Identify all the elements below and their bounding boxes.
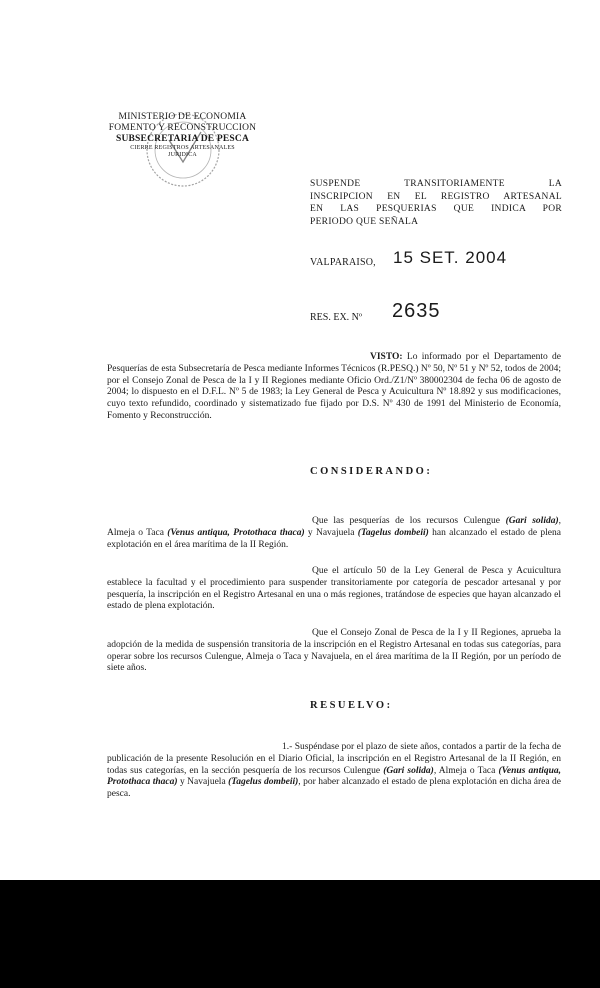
- text-run: y Navajuela: [177, 777, 229, 788]
- text-run: Que el Consejo Zonal de Pesca de la I y II Regiones, aprueba la adopción de la medida de suspensión transitoria de la inscripción en el Registro Artesanal en todas sus categorías, para operar sobre los recursos Culengue, Almeja o Taca y Navajuela, en el área marítima de la II Región, por un período de siete años.: [107, 628, 561, 674]
- text-run: , Almeja o Taca: [107, 516, 562, 538]
- considerando-paragraph-1: [107, 516, 561, 551]
- undersecretariat-name: SUBSECRETARIA DE PESCA: [115, 134, 250, 144]
- species-name: (Venus antiqua, Protothaca thaca): [167, 527, 305, 538]
- ministry-name: MINISTERIO DE ECONOMIA: [118, 112, 247, 122]
- letterhead: [100, 112, 265, 159]
- text-run: , por haber alcanzado el estado de plena explotación en dicha área de pesca.: [107, 777, 561, 800]
- species-name: (Tagelus dombeii): [357, 527, 429, 538]
- visto-label: VISTO:: [370, 352, 403, 362]
- dateline: [310, 248, 508, 268]
- subject-line: PERIODO QUE SEÑALA: [310, 216, 419, 227]
- subject-line: EN LAS PESQUERIAS QUE INDICA POR: [310, 204, 562, 214]
- text-run: Que las pesquerías de los recursos Culengue: [312, 516, 506, 526]
- subject-line: SUSPENDE TRANSITORIAMENTE LA: [310, 179, 562, 189]
- text-run: , Almeja o Taca: [433, 765, 499, 776]
- species-name: (Tagelus dombeii): [228, 777, 299, 788]
- resuelvo-paragraph-1: [107, 742, 561, 801]
- visto-text: Lo informado por el Departamento de Pesquerías de esta Subsecretaría de Pesca mediante Informes Técnicos (R.PESQ.) Nº 50, Nº 51 y Nº 52, todos de 2004; por el Consejo Zonal de Pesca de la I y II Regiones mediante Oficio Ord./Z1/Nº 380002304 de fecha 06 de agosto de 2004; lo dispuesto en el D.F.L. Nº 5 de 1983; la Ley General de Pesca y Acuicultura Nº 18.892 y sus modificaciones, cuyo texto refundido, coordinado y sistematizado fue fijado por D.S. Nº 430 de 1991 del Ministerio de Economía, Fomento y Reconstrucción.: [107, 352, 562, 421]
- resolution-number-stamp: 2635: [392, 300, 441, 322]
- text-run: han alcanzado el estado de plena explotación en el área marítima de la II Región.: [107, 527, 561, 550]
- scan-black-margin: [0, 880, 600, 988]
- visto-paragraph: [107, 352, 561, 423]
- resuelvo-heading: RESUELVO:: [310, 700, 393, 711]
- considerando-paragraph-2: [107, 566, 561, 613]
- text-run: y Navajuela: [304, 527, 358, 538]
- place-label: VALPARAISO,: [310, 257, 376, 268]
- species-name: (Gari solida): [383, 765, 434, 776]
- species-name: (Gari solida): [505, 516, 559, 526]
- legal-line: JURIDICA: [168, 152, 197, 158]
- considerando-heading: CONSIDERANDO:: [310, 466, 433, 477]
- resolution-number: [310, 300, 441, 323]
- date-stamp: 15 SET. 2004: [393, 248, 508, 267]
- text-run: 1.- Suspéndase por el plazo de siete años, contados a partir de la fecha de publicación de la presente Resolución en el Diario Oficial, la inscripción en el Registro Artesanal de la II Región, en todas sus categorías, en la sección pesquería de los recursos Culengue: [107, 742, 561, 776]
- species-name: (Venus antiqua, Protothaca thaca): [107, 765, 562, 788]
- resolution-number-label: RES. EX. Nº: [310, 312, 362, 323]
- subject-line: INSCRIPCION EN EL REGISTRO ARTESANAL: [310, 191, 562, 202]
- department-line: CIERRE REGISTROS ARTESANALES: [130, 145, 235, 151]
- resolution-subject: [310, 178, 562, 228]
- text-run: Que el artículo 50 de la Ley General de Pesca y Acuicultura establece la facultad y el procedimiento para suspender transitoriamente por categoría de pescador artesanal y por pesquería, la inscripción en el Registro Artesanal en una o más regiones, tratándose de especies que hayan alcanzado el estado de plena explotación.: [107, 566, 561, 612]
- ministry-name-continued: FOMENTO Y RECONSTRUCCION: [108, 123, 257, 133]
- considerando-paragraph-3: [107, 628, 561, 675]
